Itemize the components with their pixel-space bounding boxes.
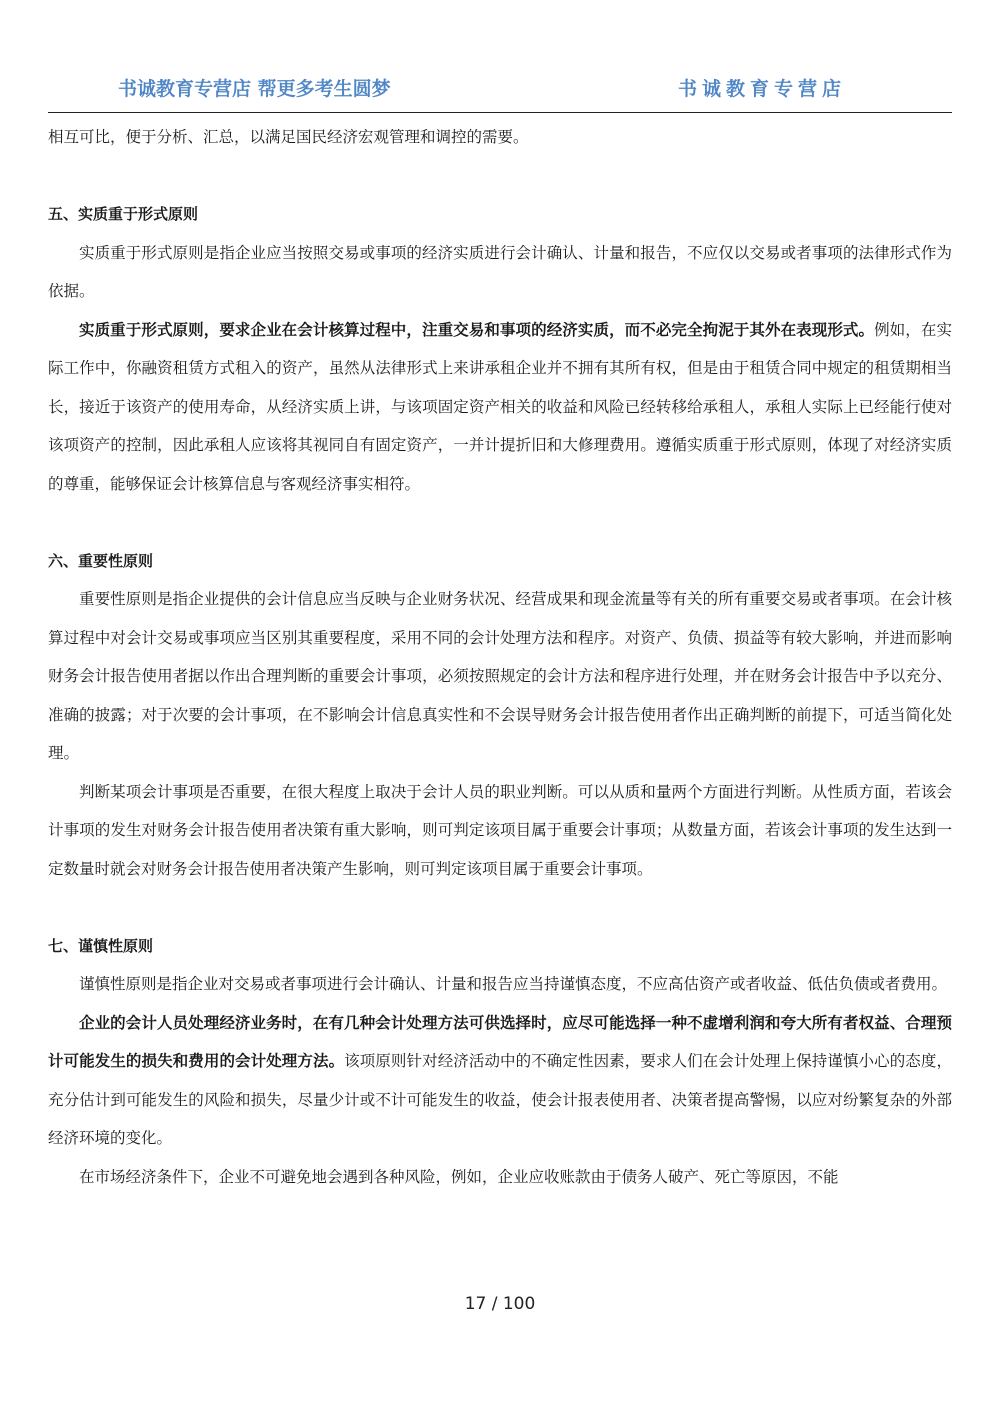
section-heading-7: 七、谨慎性原则: [48, 936, 154, 955]
paragraph: 实质重于形式原则是指企业应当按照交易或事项的经济实质进行会计确认、计量和报告，不应仅以交易或者事项的法律形式作为依据。: [48, 243, 952, 300]
paragraph: 在市场经济条件下，企业不可避免地会遇到各种风险，例如，企业应收账款由于债务人破产、死亡等原因，不能: [79, 1167, 839, 1186]
paragraph: [48, 1004, 952, 1158]
paragraph: 重要性原则是指企业提供的会计信息应当反映与企业财务状况、经营成果和现金流量等有关的所有重要交易或者事项。在会计核算过程中对会计交易或事项应当区别其重要程度，采用不同的会计处理方法和程序。对资产、负债、损益等有较大影响，并进而影响财务会计报告使用者据以作出合理判断的重要会计事项，必须按照规定的会计方法和程序进行处理，并在财务会计报告中予以充分、准确的披露；对于次要的会计事项，在不影响会计信息真实性和不会误导财务会计报告使用者作出正确判断的前提下，可适当简化处理。: [48, 590, 952, 762]
paragraph-continued: 相互可比，便于分析、汇总，以满足国民经济宏观管理和调控的需要。: [48, 128, 529, 146]
page-header: [48, 70, 952, 113]
paragraph: 谨慎性原则是指企业对交易或者事项进行会计确认、计量和报告应当持谨慎态度，不应高估资产或者收益、低估负债或者费用。: [79, 975, 948, 993]
paragraph: [48, 311, 952, 504]
page-number: 17 / 100: [464, 1294, 536, 1314]
section-heading-6: 六、重要性原则: [48, 551, 154, 570]
paragraph: 判断某项会计事项是否重要，在很大程度上取决于会计人员的职业判断。可以从质和量两个方面进行判断。从性质方面，若该会计事项的发生对财务会计报告使用者决策有重大影响，则可判定该项目属于重要会计事项；从数量方面，若该会计事项的发生达到一定数量时就会对财务会计报告使用者决策产生影响，则可判定该项目属于重要会计事项。: [48, 782, 952, 878]
section-heading-5: 五、实质重于形式原则: [48, 205, 199, 223]
paragraph-text: 该项原则针对经济活动中的不确定性因素，要求人们在会计处理上保持谨慎小心的态度，充分估计到可能发生的风险和损失，尽量少计或不计可能发生的收益，使会计报表使用者、决策者提高警惕，以应对纷繁复杂的外部经济环境的变化。: [48, 1052, 952, 1147]
document-body: [48, 118, 952, 1196]
paragraph-text: 例如，在实际工作中，你融资租赁方式租入的资产，虽然从法律形式上来讲承租企业并不拥有其所有权，但是由于租赁合同中规定的租赁期相当长，接近于该资产的使用寿命，从经济实质上讲，与该项固定资产相关的收益和风险已经转移给承租人，承租人实际上已经能行使对该项资产的控制，因此承租人应该将其视同自有固定资产，一并计提折旧和大修理费用。遵循实质重于形式原则，体现了对经济实质的尊重，能够保证会计核算信息与客观经济事实相符。: [48, 320, 952, 493]
header-shop-slogan: 书诚教育专营店 帮更多考生圆梦: [118, 78, 391, 100]
header-shop-name: 书诚教育专营店: [677, 78, 846, 100]
bold-emphasis: 企业的会计人员处理经济业务时，在有几种会计处理方法可供选择时，应尽可能选择一种不虚增利润和夸大所有者权益、合理预计可能发生的损失和费用的会计处理方法。: [48, 1013, 952, 1070]
bold-emphasis: 实质重于形式原则，要求企业在会计核算过程中，注重交易和事项的经济实质，而不必完全拘泥于其外在表现形式。: [79, 320, 875, 339]
